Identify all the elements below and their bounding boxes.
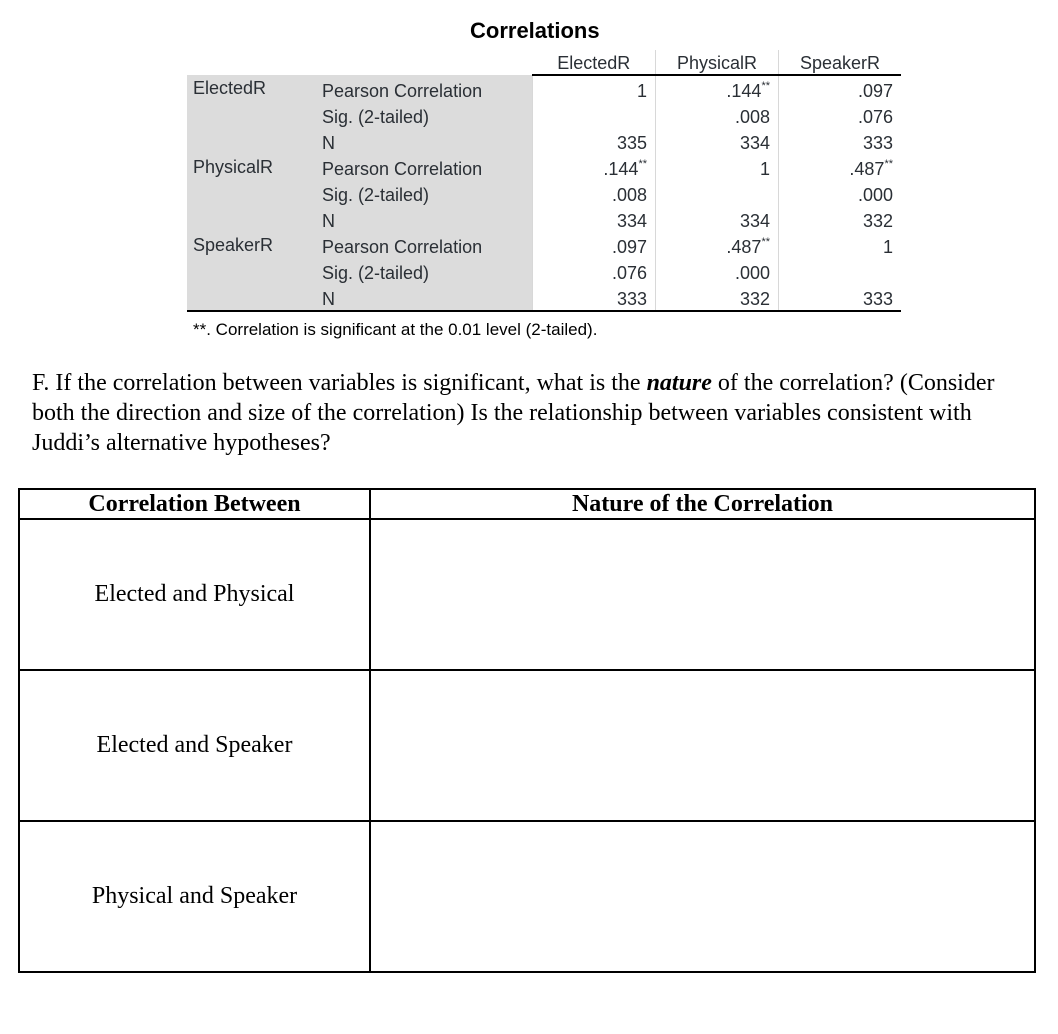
table-cell: 1: [656, 154, 779, 180]
answer-cell-elected-speaker[interactable]: [370, 670, 1035, 821]
table-cell: 1: [533, 75, 656, 102]
row-stat-label: N: [318, 284, 533, 311]
row-label-physical-speaker: Physical and Speaker: [19, 821, 370, 972]
row-stat-label: Pearson Correlation: [318, 75, 533, 102]
answer-table: [18, 488, 1036, 973]
row-stat-label: Pearson Correlation: [318, 154, 533, 180]
header-correlation-between: Correlation Between: [19, 489, 370, 519]
table-cell: [656, 180, 779, 206]
table-row: [187, 154, 901, 180]
answer-header-row: [19, 489, 1035, 519]
row-stat-label: N: [318, 128, 533, 154]
table-cell: .076: [533, 258, 656, 284]
row-stat-label: Sig. (2-tailed): [318, 102, 533, 128]
column-header-speakerr: SpeakerR: [779, 50, 902, 75]
table-cell: .000: [656, 258, 779, 284]
question-text: of the correlation? (Consider both the direction and size of the correlation) Is the relationship between variables consistent with Juddi’s alternative hypotheses?: [32, 370, 995, 456]
table-cell: 335: [533, 128, 656, 154]
table-cell: .008: [656, 102, 779, 128]
table-cell: .487**: [656, 232, 779, 258]
row-stat-label: Sig. (2-tailed): [318, 258, 533, 284]
table-cell: 333: [779, 128, 902, 154]
table-cell: .000: [779, 180, 902, 206]
table-row: [19, 519, 1035, 670]
table-cell: .076: [779, 102, 902, 128]
table-cell: [779, 258, 902, 284]
table-cell: 334: [656, 128, 779, 154]
table-row: [187, 75, 901, 102]
table-row: [19, 821, 1035, 972]
row-variable-speakerr: SpeakerR: [187, 232, 318, 311]
table-cell: 332: [779, 206, 902, 232]
table-cell: 332: [656, 284, 779, 311]
table-cell: .144**: [656, 75, 779, 102]
spss-correlation-table: [187, 50, 901, 312]
question-f: [32, 368, 1022, 458]
table-cell: .144**: [533, 154, 656, 180]
row-variable-electedr: ElectedR: [187, 75, 318, 154]
row-stat-label: Pearson Correlation: [318, 232, 533, 258]
question-text: F. If the correlation between variables is significant, what is the: [32, 370, 647, 396]
table-cell: 333: [533, 284, 656, 311]
table-cell: .097: [779, 75, 902, 102]
table-cell: .487**: [779, 154, 902, 180]
table-cell: 334: [533, 206, 656, 232]
significance-footnote: **. Correlation is significant at the 0.01 level (2-tailed).: [193, 320, 598, 339]
row-variable-physicalr: PhysicalR: [187, 154, 318, 232]
table-cell: [533, 102, 656, 128]
row-label-elected-physical: Elected and Physical: [19, 519, 370, 670]
row-stat-label: N: [318, 206, 533, 232]
row-stat-label: Sig. (2-tailed): [318, 180, 533, 206]
table-cell: .008: [533, 180, 656, 206]
question-emphasis: nature: [646, 370, 712, 396]
table-row: [187, 232, 901, 258]
column-header-row: [187, 50, 901, 75]
answer-cell-elected-physical[interactable]: [370, 519, 1035, 670]
correlations-title: Correlations: [470, 18, 600, 43]
table-cell: 334: [656, 206, 779, 232]
column-header-electedr: ElectedR: [533, 50, 656, 75]
header-nature-of-correlation: Nature of the Correlation: [370, 489, 1035, 519]
table-cell: .097: [533, 232, 656, 258]
answer-cell-physical-speaker[interactable]: [370, 821, 1035, 972]
row-label-elected-speaker: Elected and Speaker: [19, 670, 370, 821]
table-cell: 333: [779, 284, 902, 311]
table-cell: 1: [779, 232, 902, 258]
table-row: [19, 670, 1035, 821]
column-header-physicalr: PhysicalR: [656, 50, 779, 75]
